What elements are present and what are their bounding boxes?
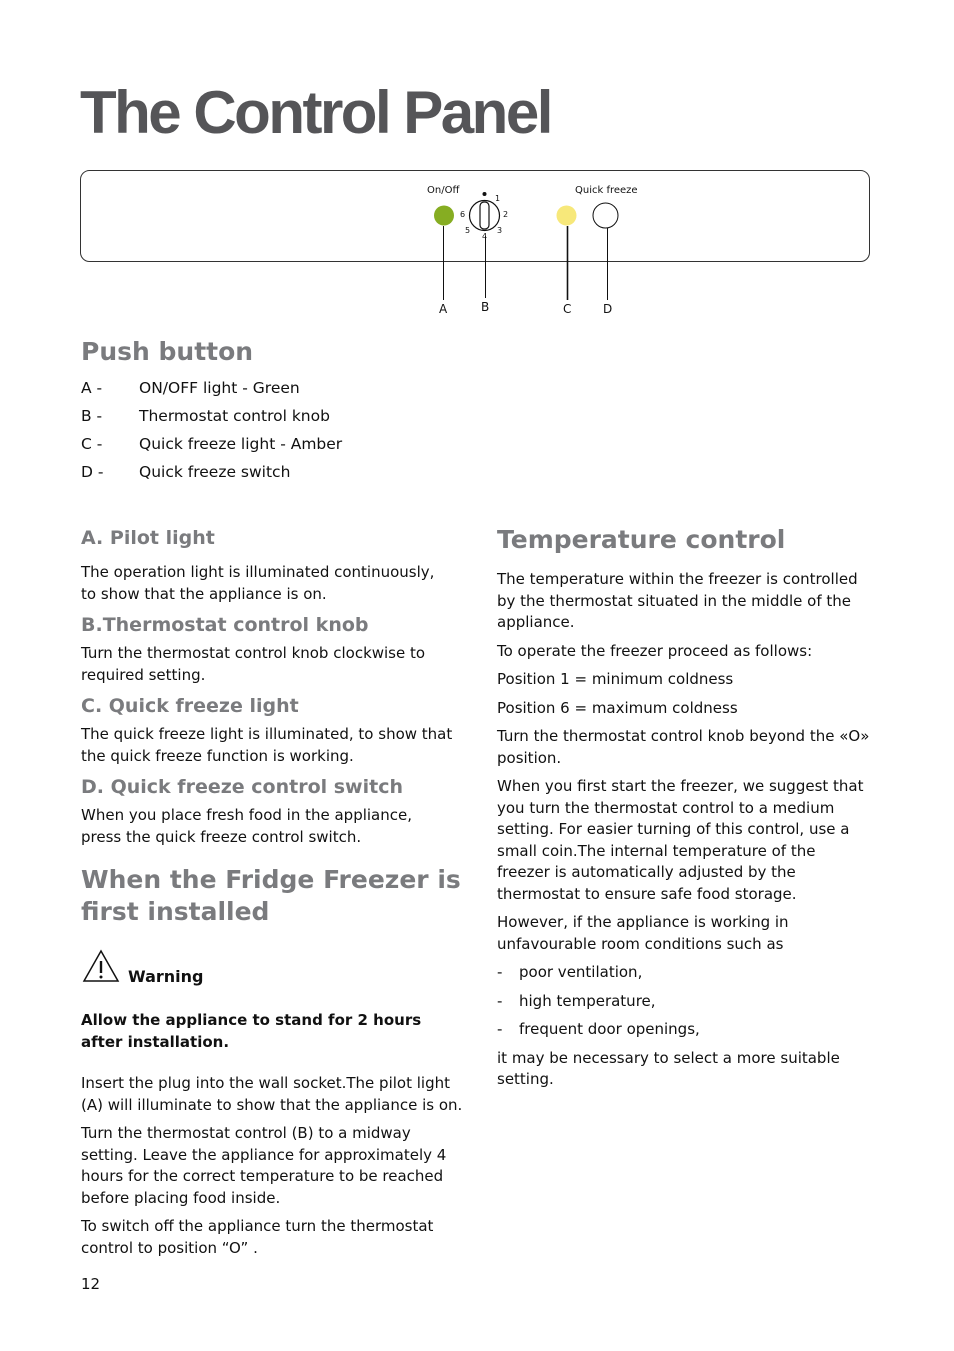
on-off-label: On/Off bbox=[427, 185, 460, 196]
legend-item-d bbox=[81, 463, 290, 481]
page-title: The Control Panel bbox=[80, 79, 551, 146]
temp-paragraph-8: it may be necessary to select a more suitable setting. bbox=[497, 1048, 840, 1088]
installed-heading-line1: When the Fridge Freezer is bbox=[81, 865, 461, 894]
install-paragraph-2: Turn the thermostat control (B) to a midway setting. Leave the appliance for approximately 4 hours for the correct temperature to be reached before placing food inside. bbox=[81, 1124, 447, 1207]
control-panel-graphic bbox=[0, 0, 954, 330]
legend-text: Thermostat control knob bbox=[139, 407, 330, 425]
temp-paragraph-3: Position 1 = minimum coldness bbox=[497, 670, 734, 688]
quick-freeze-light-heading: C. Quick freeze light bbox=[81, 695, 299, 717]
list-item: - frequent door openings, bbox=[497, 1020, 700, 1038]
temp-paragraph-4: Position 6 = maximum coldness bbox=[497, 698, 738, 717]
install-paragraph-3: To switch off the appliance turn the thermostat control to position “O” . bbox=[81, 1217, 434, 1257]
install-paragraph-1: Insert the plug into the wall socket.The pilot light (A) will illuminate to show that the appliance is on. bbox=[81, 1074, 463, 1114]
quick-freeze-label: Quick freeze bbox=[575, 185, 638, 196]
quick-freeze-switch[interactable] bbox=[593, 203, 618, 228]
callout-c: C bbox=[563, 302, 572, 316]
warning-icon bbox=[82, 949, 120, 987]
on-off-light bbox=[434, 206, 454, 226]
knob-number-4: 4 bbox=[482, 232, 488, 241]
temp-paragraph-2: To operate the freezer proceed as follows: bbox=[497, 641, 813, 660]
legend-item-b bbox=[81, 407, 330, 425]
callout-a: A bbox=[439, 302, 448, 316]
legend-item-a bbox=[81, 379, 300, 397]
knob-number-6: 6 bbox=[460, 210, 466, 219]
quick-freeze-light-text: The quick freeze light is illuminated, to show that the quick freeze function is working. bbox=[81, 725, 453, 765]
list-item: - poor ventilation, bbox=[497, 963, 643, 981]
callout-b: B bbox=[481, 300, 490, 314]
temp-paragraph-5: Turn the thermostat control knob beyond the «O» position. bbox=[497, 727, 870, 767]
warning-label: Warning bbox=[128, 967, 204, 986]
legend-text: ON/OFF light - Green bbox=[139, 379, 300, 397]
push-button-heading: Push button bbox=[81, 337, 254, 366]
legend-text: Quick freeze switch bbox=[139, 463, 291, 481]
callout-d: D bbox=[603, 302, 613, 316]
page-number: 12 bbox=[81, 1275, 101, 1293]
quick-freeze-switch-heading: D. Quick freeze control switch bbox=[81, 776, 403, 798]
temperature-control-body bbox=[497, 569, 873, 1098]
legend-letter: C - bbox=[81, 435, 103, 453]
pilot-light-heading: A. Pilot light bbox=[81, 527, 215, 549]
installed-heading-line2: first installed bbox=[81, 897, 270, 926]
quick-freeze-switch-text: When you place fresh food in the appliance, press the quick freeze control switch. bbox=[81, 806, 412, 846]
pilot-light-text: The operation light is illuminated continuously, to show that the appliance is on. bbox=[81, 563, 435, 603]
temp-paragraph-6: When you first start the freezer, we suggest that you turn the thermostat control to a medium setting. For easier turning of this control, use a small coin.The internal temperature of the freezer is automatically adjusted by the thermostat to ensure safe food storage. bbox=[497, 777, 864, 903]
legend-letter: A - bbox=[81, 379, 103, 397]
temp-paragraph-1: The temperature within the freezer is controlled by the thermostat situated in the middle of the appliance. bbox=[497, 570, 858, 631]
knob-number-1: 1 bbox=[495, 194, 501, 203]
control-panel-diagram bbox=[0, 0, 954, 330]
knob-number-2: 2 bbox=[503, 210, 509, 219]
legend-text: Quick freeze light - Amber bbox=[139, 435, 343, 453]
knob-number-5: 5 bbox=[465, 226, 471, 235]
quick-freeze-light bbox=[557, 206, 577, 226]
legend-letter: B - bbox=[81, 407, 103, 425]
temp-paragraph-7: However, if the appliance is working in unfavourable room conditions such as bbox=[497, 913, 789, 953]
list-item: - high temperature, bbox=[497, 991, 656, 1010]
knob-number-3: 3 bbox=[497, 226, 503, 235]
warning-text: Allow the appliance to stand for 2 hours after installation. bbox=[81, 1011, 422, 1051]
legend-item-c bbox=[81, 435, 342, 453]
thermostat-knob-text: Turn the thermostat control knob clockwise to required setting. bbox=[81, 644, 426, 684]
thermostat-knob-heading: B.Thermostat control knob bbox=[81, 614, 369, 636]
legend-letter: D - bbox=[81, 463, 104, 481]
temperature-control-heading: Temperature control bbox=[497, 525, 786, 554]
installation-instructions bbox=[81, 1073, 466, 1266]
